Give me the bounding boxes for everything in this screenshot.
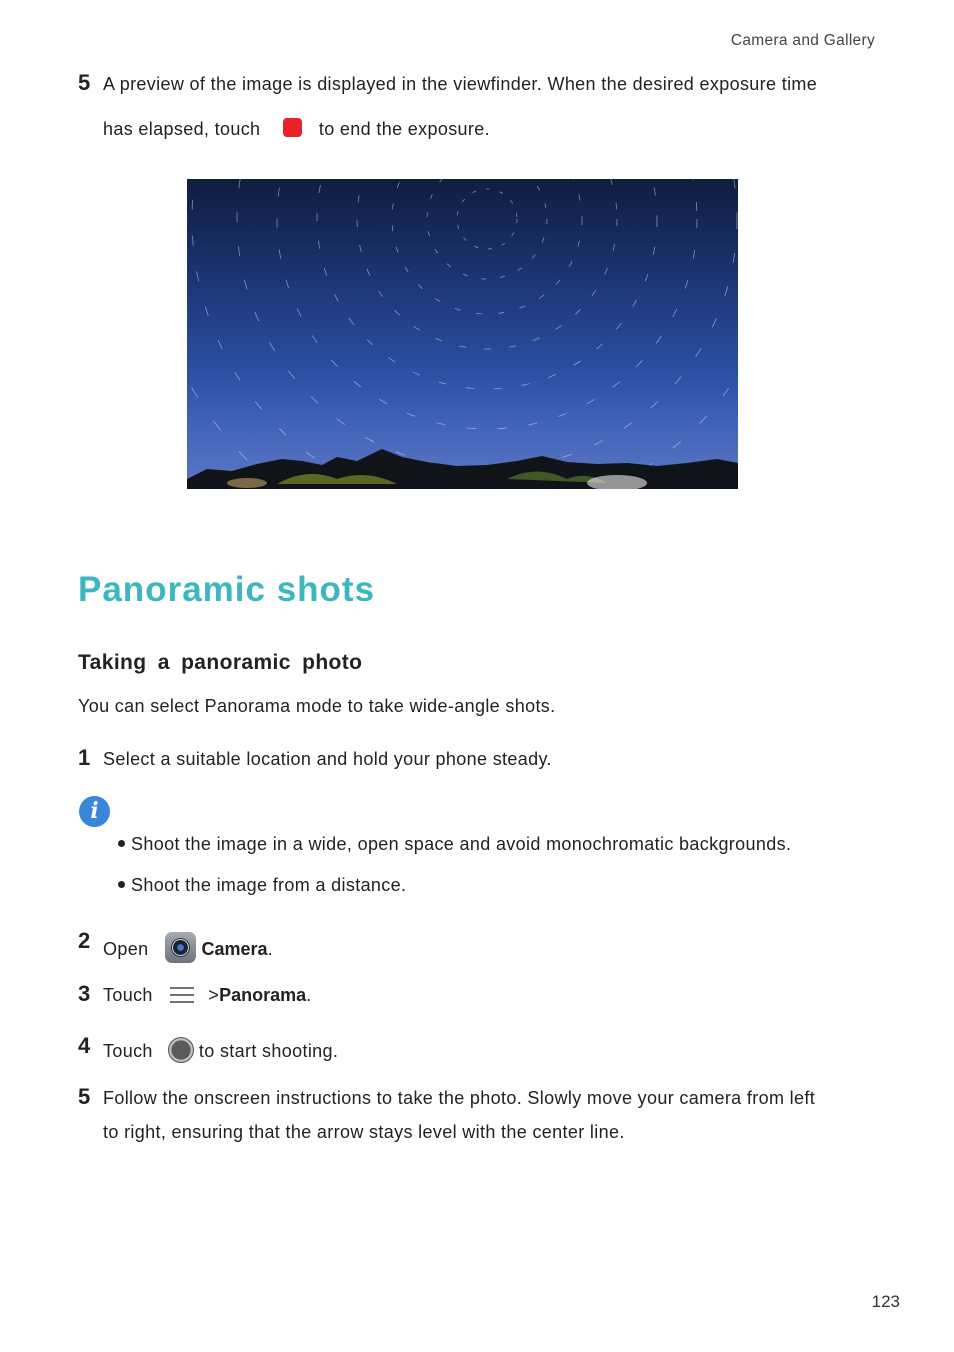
step-number: 1 <box>78 745 91 770</box>
step-text-before-icon: Touch <box>103 985 153 1005</box>
star-trail-photo <box>187 179 738 489</box>
step-text <box>103 1037 338 1063</box>
stop-button-icon <box>283 118 302 137</box>
step-number: 2 <box>78 928 91 953</box>
step-text: Follow the onscreen instructions to take the photo. Slowly move your camera from left <box>103 1088 816 1108</box>
step-text-continued: to right, ensuring that the arrow stays level with the center line. <box>103 1122 625 1142</box>
step-number: 5 <box>78 70 91 95</box>
bullet-icon <box>118 840 125 847</box>
intro-paragraph: You can select Panorama mode to take wide-angle shots. <box>78 696 556 716</box>
panorama-label: Panorama <box>219 985 307 1005</box>
running-header: Camera and Gallery <box>730 32 875 49</box>
subsection-title: Taking a panoramic photo <box>78 651 363 674</box>
section-title: Panoramic shots <box>78 570 376 609</box>
step-text-after-icon: to end the exposure. <box>318 119 490 139</box>
menu-icon <box>170 986 194 1004</box>
step-text <box>103 985 312 1006</box>
info-icon: i <box>79 796 110 827</box>
step-text-before-icon: Touch <box>103 1041 153 1061</box>
step-number: 3 <box>78 981 91 1006</box>
camera-label: Camera <box>201 939 268 959</box>
note-bullet <box>118 875 406 896</box>
step-text-period: . <box>267 939 273 959</box>
step-text: Select a suitable location and hold your phone steady. <box>103 749 552 769</box>
note-bullet-text: Shoot the image from a distance. <box>131 875 407 895</box>
note-bullet-text: Shoot the image in a wide, open space and avoid monochromatic backgrounds. <box>131 834 792 854</box>
step-text-after-icon: to start shooting. <box>198 1041 339 1061</box>
step-text-before-icon: has elapsed, touch <box>103 119 261 139</box>
step-text-period: . <box>306 985 312 1005</box>
step-text: A preview of the image is displayed in the viewfinder. When the desired exposure time <box>103 74 818 94</box>
page-number: 123 <box>871 1292 900 1311</box>
step-number: 5 <box>78 1084 91 1109</box>
step-text-before-icon: Open <box>103 939 149 959</box>
bullet-icon <box>118 881 125 888</box>
step-text-continued <box>103 118 490 140</box>
note-bullet <box>118 834 791 855</box>
shutter-button-icon <box>168 1037 194 1063</box>
star-trail-image <box>187 179 738 489</box>
camera-app-icon <box>165 932 196 963</box>
menu-separator: > <box>208 985 220 1005</box>
step-number: 4 <box>78 1033 91 1058</box>
step-text <box>103 932 273 963</box>
